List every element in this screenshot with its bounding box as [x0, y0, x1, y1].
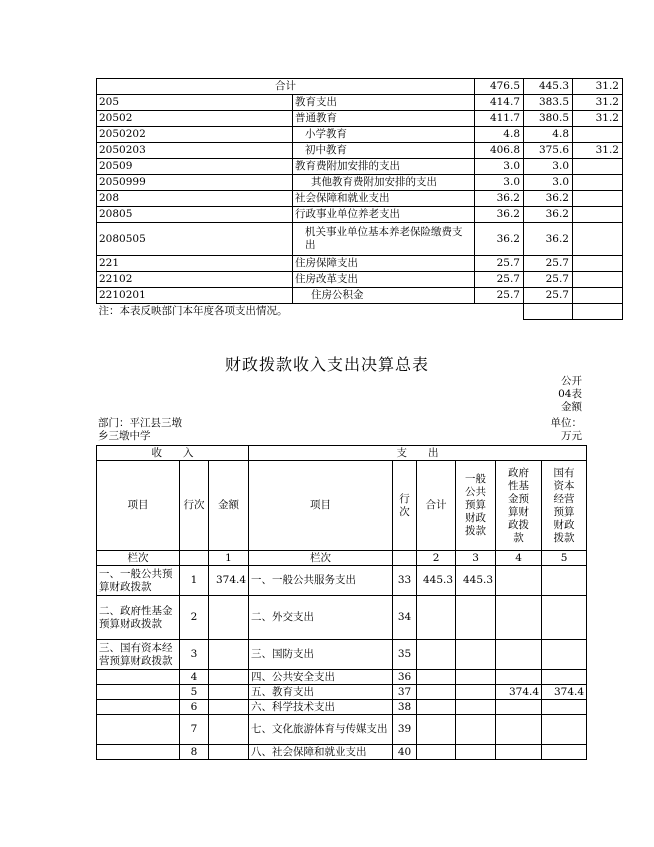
general-header: 一般公共预算财政拨款 [456, 461, 496, 551]
column-header-row [97, 461, 587, 551]
name-cell: 教育费附加安排的支出 [293, 159, 475, 175]
empty-cell [393, 551, 417, 566]
value-cell: 3.0 [524, 175, 573, 191]
line2-cell: 38 [393, 700, 417, 715]
colnum-3: 3 [456, 551, 496, 566]
table-row [97, 670, 587, 685]
line-cell: 4 [180, 670, 209, 685]
code-cell: 20805 [97, 207, 293, 223]
income-item: 一、一般公共预算财政拨款 [97, 566, 180, 596]
line-cell: 7 [180, 715, 209, 745]
govfund-cell [496, 566, 542, 596]
section-header-row [97, 446, 587, 461]
value-cell: 36.2 [524, 223, 573, 256]
empty-cell [573, 304, 623, 320]
table-row [97, 272, 623, 288]
table-row [97, 288, 623, 304]
table-row [97, 175, 623, 191]
empty-cell [524, 304, 573, 320]
govfund-cell: 374.4 [496, 685, 542, 700]
total-v1: 476.5 [475, 79, 524, 95]
amount-cell [209, 715, 249, 745]
value-cell: 25.7 [524, 288, 573, 304]
value-cell [573, 288, 623, 304]
table-row [97, 207, 623, 223]
line-cell: 6 [180, 700, 209, 715]
stateasset-cell [542, 745, 587, 760]
value-cell: 25.7 [475, 288, 524, 304]
stateasset-cell [542, 670, 587, 685]
govfund-header: 政府性基金预算财政拨款 [496, 461, 542, 551]
code-cell: 208 [97, 191, 293, 207]
colnum-1: 1 [209, 551, 249, 566]
value-cell: 3.0 [524, 159, 573, 175]
name-cell: 住房保障支出 [293, 256, 475, 272]
value-cell: 36.2 [524, 207, 573, 223]
table-row [97, 640, 587, 670]
table-row [97, 700, 587, 715]
table-row [97, 596, 587, 640]
table-row [97, 223, 623, 256]
total-cell: 445.3 [417, 566, 456, 596]
department-label: 部门：平江县三墩乡三墩中学 [98, 417, 182, 442]
value-cell: 4.8 [524, 127, 573, 143]
stateasset-cell [542, 700, 587, 715]
colnum-label: 栏次 [97, 551, 180, 566]
value-cell: 25.7 [524, 272, 573, 288]
table-row [97, 127, 623, 143]
table-row [97, 191, 623, 207]
colnum-4: 4 [496, 551, 542, 566]
colnum-2: 2 [417, 551, 456, 566]
expenditure-table [96, 78, 623, 320]
line-cell: 3 [180, 640, 209, 670]
name-cell: 初中教育 [293, 143, 475, 159]
value-cell: 31.2 [573, 143, 623, 159]
value-cell [573, 191, 623, 207]
column-number-row [97, 551, 587, 566]
value-cell: 383.5 [524, 95, 573, 111]
income-item [97, 700, 180, 715]
value-cell: 31.2 [573, 95, 623, 111]
code-cell: 20502 [97, 111, 293, 127]
value-cell [573, 159, 623, 175]
general-cell [456, 715, 496, 745]
value-cell: 36.2 [475, 191, 524, 207]
stateasset-cell: 374.4 [542, 685, 587, 700]
table-row [97, 566, 587, 596]
line2-header: 行次 [393, 461, 417, 551]
total-cell [417, 745, 456, 760]
income-item: 三、国有资本经营预算财政拨款 [97, 640, 180, 670]
amount-cell [209, 700, 249, 715]
name-cell: 普通教育 [293, 111, 475, 127]
govfund-cell [496, 700, 542, 715]
value-cell [573, 127, 623, 143]
table-note: 注：本表反映部门本年度各项支出情况。 [98, 305, 288, 318]
total-v3: 31.2 [573, 79, 623, 95]
expense-item: 六、科学技术支出 [249, 700, 393, 715]
name-cell: 住房改革支出 [293, 272, 475, 288]
code-cell: 2080505 [97, 223, 293, 256]
line-cell: 5 [180, 685, 209, 700]
value-cell: 411.7 [475, 111, 524, 127]
total-label: 合计 [97, 79, 475, 95]
stateasset-cell [542, 596, 587, 640]
line2-cell: 40 [393, 745, 417, 760]
value-cell: 4.8 [475, 127, 524, 143]
value-cell: 406.8 [475, 143, 524, 159]
value-cell [573, 256, 623, 272]
colnum-5: 5 [542, 551, 587, 566]
currency-label: 金额 [561, 401, 582, 413]
table-row [97, 95, 623, 111]
code-cell: 2050999 [97, 175, 293, 191]
stateasset-cell [542, 640, 587, 670]
total-cell [417, 640, 456, 670]
expense-item: 一、一般公共服务支出 [249, 566, 393, 596]
amount-cell [209, 685, 249, 700]
form-number: 公开04表 [558, 375, 582, 400]
value-cell: 25.7 [475, 272, 524, 288]
table-row [97, 159, 623, 175]
total-cell [417, 700, 456, 715]
general-cell: 445.3 [456, 566, 496, 596]
line2-cell: 33 [393, 566, 417, 596]
govfund-cell [496, 596, 542, 640]
expense-item: 七、文化旅游体育与传媒支出 [249, 715, 393, 745]
amount-cell [209, 745, 249, 760]
summary-table [96, 445, 587, 760]
value-cell [573, 223, 623, 256]
expense-item: 八、社会保障和就业支出 [249, 745, 393, 760]
expense-item: 五、教育支出 [249, 685, 393, 700]
line-cell: 1 [180, 566, 209, 596]
item-header: 项目 [97, 461, 180, 551]
value-cell: 380.5 [524, 111, 573, 127]
amount-header: 金额 [209, 461, 249, 551]
govfund-cell [496, 715, 542, 745]
general-cell [456, 745, 496, 760]
expense-item: 三、国防支出 [249, 640, 393, 670]
total-cell [417, 715, 456, 745]
line-cell: 8 [180, 745, 209, 760]
value-cell [573, 207, 623, 223]
income-item: 二、政府性基金预算财政拨款 [97, 596, 180, 640]
value-cell: 375.6 [524, 143, 573, 159]
table-row [97, 685, 587, 700]
item2-header: 项目 [249, 461, 393, 551]
general-cell [456, 700, 496, 715]
govfund-cell [496, 640, 542, 670]
expense-item: 四、公共安全支出 [249, 670, 393, 685]
name-cell: 住房公积金 [293, 288, 475, 304]
stateasset-header: 国有资本经营预算财政拨款 [542, 461, 587, 551]
value-cell: 414.7 [475, 95, 524, 111]
name-cell: 行政事业单位养老支出 [293, 207, 475, 223]
unit-label: 单位： [550, 417, 582, 429]
value-cell: 36.2 [475, 207, 524, 223]
income-header: 收 入 [97, 446, 249, 461]
name-cell: 小学教育 [293, 127, 475, 143]
line2-cell: 36 [393, 670, 417, 685]
form-header [548, 375, 582, 414]
value-cell [573, 175, 623, 191]
code-cell: 2050202 [97, 127, 293, 143]
table-row [97, 715, 587, 745]
name-cell: 其他教育费附加安排的支出 [293, 175, 475, 191]
total-row [97, 79, 623, 95]
general-cell [456, 640, 496, 670]
line-cell: 2 [180, 596, 209, 640]
table-row [97, 111, 623, 127]
unit-value: 万元 [561, 430, 582, 442]
general-cell [456, 685, 496, 700]
amount-cell [209, 670, 249, 685]
code-cell: 22102 [97, 272, 293, 288]
code-cell: 20509 [97, 159, 293, 175]
line-header: 行次 [180, 461, 209, 551]
income-item [97, 685, 180, 700]
general-cell [456, 596, 496, 640]
page-title: 财政拨款收入支出决算总表 [224, 355, 429, 374]
amount-cell: 374.4 [209, 566, 249, 596]
govfund-cell [496, 670, 542, 685]
value-cell: 25.7 [475, 256, 524, 272]
total-v2: 445.3 [524, 79, 573, 95]
value-cell: 36.2 [475, 223, 524, 256]
value-cell: 36.2 [524, 191, 573, 207]
general-cell [456, 670, 496, 685]
empty-cell [180, 551, 209, 566]
total-header: 合计 [417, 461, 456, 551]
colnum-label2: 栏次 [249, 551, 393, 566]
code-cell: 221 [97, 256, 293, 272]
govfund-cell [496, 745, 542, 760]
amount-cell [209, 640, 249, 670]
income-item [97, 715, 180, 745]
total-cell [417, 596, 456, 640]
name-cell: 教育支出 [293, 95, 475, 111]
expense-header: 支 出 [249, 446, 587, 461]
line2-cell: 34 [393, 596, 417, 640]
code-cell: 2210201 [97, 288, 293, 304]
value-cell: 3.0 [475, 159, 524, 175]
line2-cell: 35 [393, 640, 417, 670]
note-row [97, 304, 623, 320]
table-row [97, 256, 623, 272]
code-cell: 2050203 [97, 143, 293, 159]
stateasset-cell [542, 566, 587, 596]
value-cell: 3.0 [475, 175, 524, 191]
amount-cell [209, 596, 249, 640]
value-cell: 25.7 [524, 256, 573, 272]
income-item [97, 670, 180, 685]
line2-cell: 37 [393, 685, 417, 700]
stateasset-cell [542, 715, 587, 745]
name-cell: 社会保障和就业支出 [293, 191, 475, 207]
expense-item: 二、外交支出 [249, 596, 393, 640]
table-row [97, 143, 623, 159]
value-cell: 31.2 [573, 111, 623, 127]
table-row [97, 745, 587, 760]
code-cell: 205 [97, 95, 293, 111]
value-cell [573, 272, 623, 288]
name-cell: 机关事业单位基本养老保险缴费支出 [293, 223, 475, 256]
total-cell [417, 670, 456, 685]
total-cell [417, 685, 456, 700]
income-item [97, 745, 180, 760]
line2-cell: 39 [393, 715, 417, 745]
